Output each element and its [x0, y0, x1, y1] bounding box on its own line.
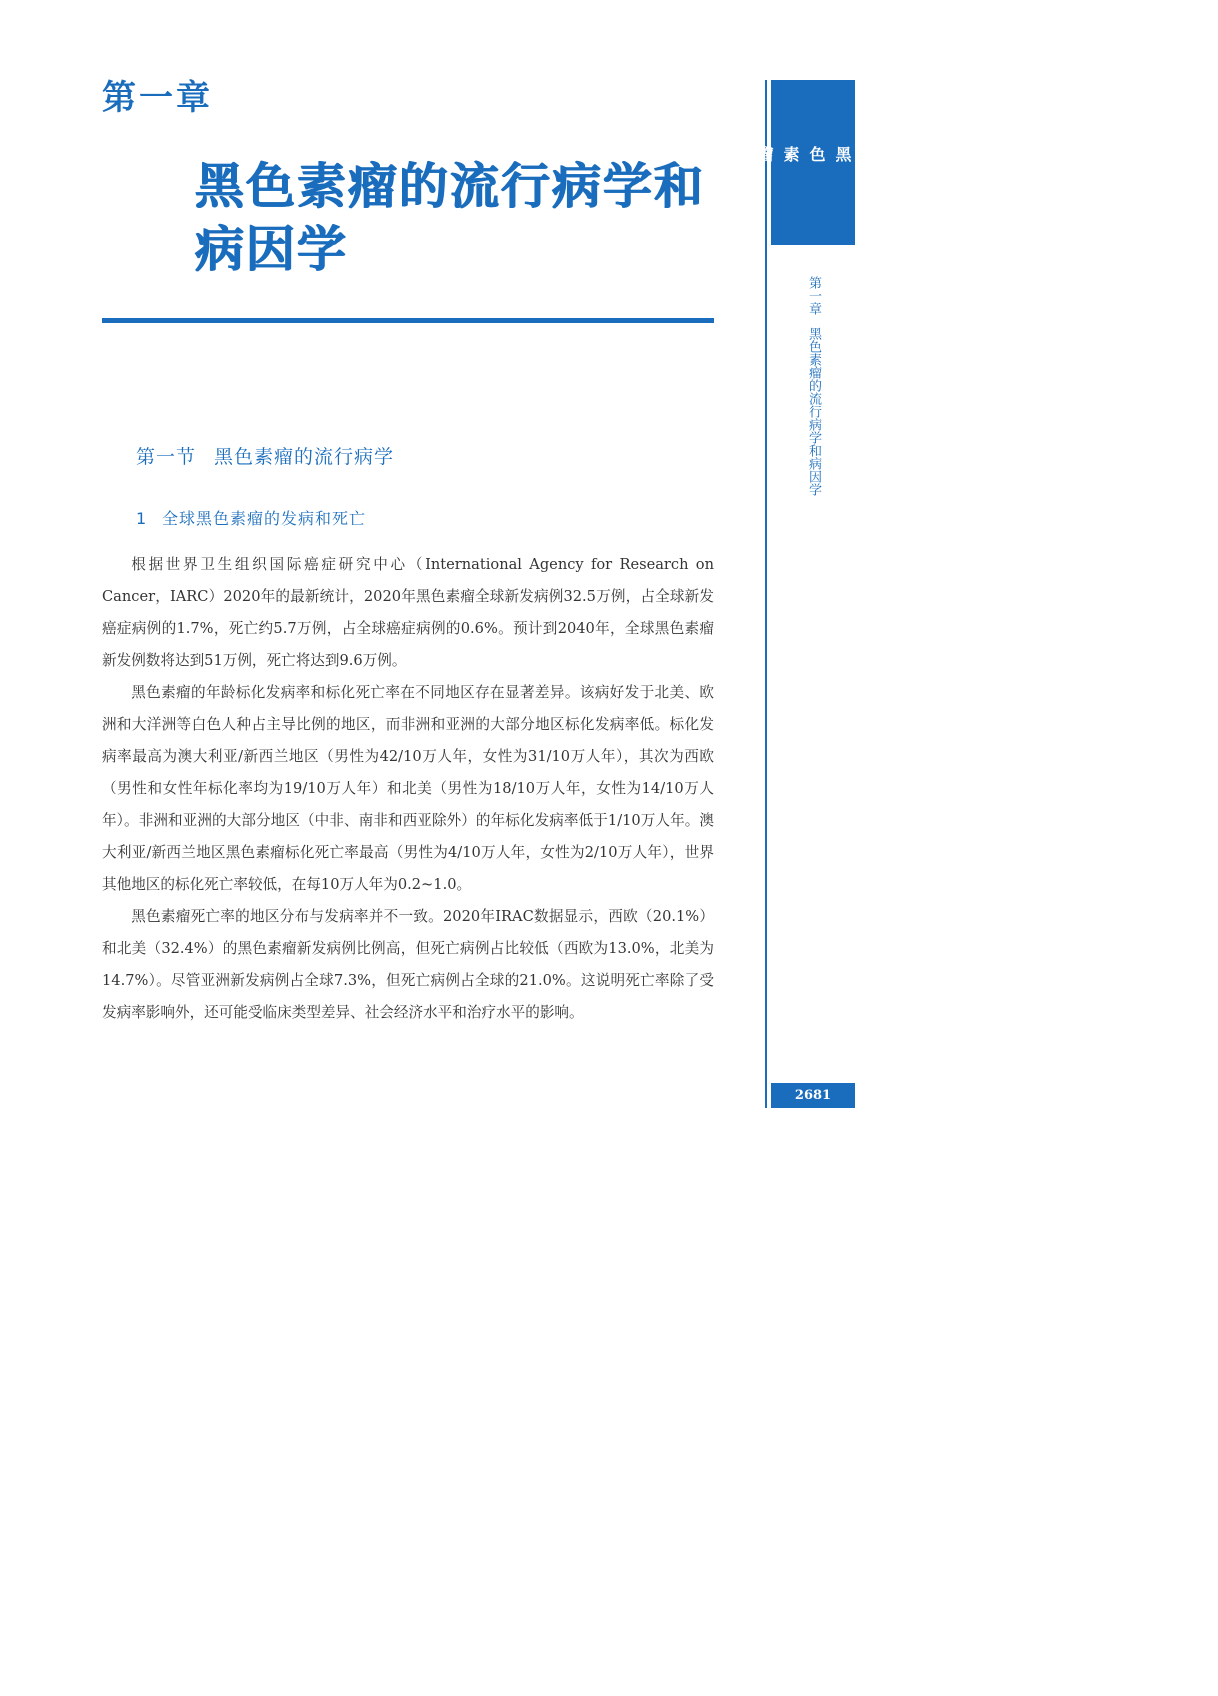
chapter-label: 第一章	[102, 78, 213, 118]
page-number: 2681	[771, 1083, 855, 1108]
subsection-heading	[136, 506, 366, 529]
section-number: 第一节	[136, 446, 197, 468]
sidebar-rule	[765, 80, 767, 1108]
paragraph: 黑色素瘤的年龄标化发病率和标化死亡率在不同地区存在显著差异。该病好发于北美、欧洲和大洋洲等白色人种占主导比例的地区，而非洲和亚洲的大部分地区标化发病率低。标化发病率最高为澳大利亚/新西兰地区（男性为42/10万人年，女性为31/10万人年），其次为西欧（男性和女性年标化率均为19/10万人年）和北美（男性为18/10万人年，女性为14/10万人年）。非洲和亚洲的大部分地区（中非、南非和西亚除外）的年标化发病率低于1/10万人年。澳大利亚/新西兰地区黑色素瘤标化死亡率最高（男性为4/10万人年，女性为2/10万人年），世界其他地区的标化死亡率较低，在每10万人年为0.2~1.0。	[102, 684, 714, 893]
chapter-title	[195, 155, 715, 281]
body-text	[102, 549, 714, 1029]
section-title: 黑色素瘤的流行病学	[214, 446, 395, 468]
sidebar-tab-label: 黑色素瘤	[755, 146, 852, 162]
paragraph: 根据世界卫生组织国际癌症研究中心（International Agency for Research on Cancer，IARC）2020年的最新统计，2020年黑色素瘤全球新发病例32.5万例，占全球新发癌症病例的1.7%，死亡约5.7万例，占全球癌症病例的0.6%。预计到2040年，全球黑色素瘤新发例数将达到51万例，死亡将达到9.6万例。	[102, 556, 714, 669]
chapter-title-line-2: 病因学	[195, 221, 349, 278]
sidebar-tab	[755, 80, 855, 245]
sidebar-chapter-title: 黑色素瘤的流行病学和病因学	[806, 327, 821, 496]
paragraph: 黑色素瘤死亡率的地区分布与发病率并不一致。2020年IRAC数据显示，西欧（20.1%）和北美（32.4%）的黑色素瘤新发病例比例高，但死亡病例占比较低（西欧为13.0%，北美为14.7%）。尽管亚洲新发病例占全球7.3%，但死亡病例占全球的21.0%。这说明死亡率除了受发病率影响外，还可能受临床类型差异、社会经济水平和治疗水平的影响。	[102, 908, 714, 1021]
subsection-title: 全球黑色素瘤的发病和死亡	[162, 509, 367, 528]
section-heading	[136, 442, 394, 469]
title-divider	[102, 318, 714, 323]
sidebar-chapter	[771, 276, 855, 496]
sidebar-chapter-number: 第一章	[806, 276, 821, 315]
chapter-title-line-1: 黑色素瘤的流行病学和	[195, 158, 706, 215]
subsection-number: 1	[136, 509, 148, 528]
